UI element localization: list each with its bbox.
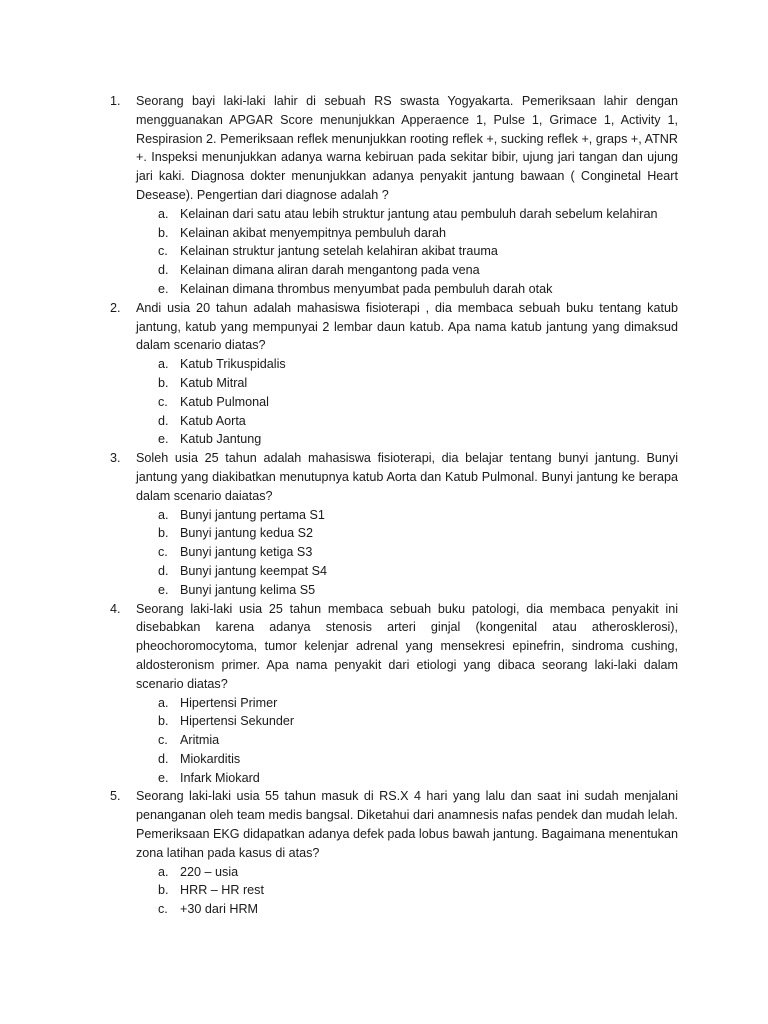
option-letter: b. bbox=[158, 526, 169, 541]
option-letter: d. bbox=[158, 563, 169, 578]
answer-options bbox=[136, 863, 678, 919]
answer-option bbox=[136, 769, 678, 788]
option-letter: d. bbox=[158, 413, 169, 428]
option-text: Bunyi jantung kedua S2 bbox=[180, 526, 314, 541]
option-text: Kelainan dimana aliran darah mengantong pada vena bbox=[180, 263, 480, 278]
answer-option bbox=[136, 430, 678, 449]
option-letter: c. bbox=[158, 244, 168, 259]
question-number: 2. bbox=[110, 300, 121, 315]
answer-option bbox=[136, 205, 678, 224]
question-item bbox=[110, 787, 678, 919]
answer-option bbox=[136, 562, 678, 581]
option-text: Katub Trikuspidalis bbox=[180, 357, 286, 372]
answer-option bbox=[136, 506, 678, 525]
option-letter: a. bbox=[158, 695, 169, 710]
option-letter: b. bbox=[158, 225, 169, 240]
question-item bbox=[110, 299, 678, 449]
answer-option bbox=[136, 280, 678, 299]
option-text: Kelainan struktur jantung setelah kelahiran akibat trauma bbox=[180, 244, 498, 259]
answer-options bbox=[136, 205, 678, 299]
option-text: HRR – HR rest bbox=[180, 883, 264, 898]
option-text: Bunyi jantung keempat S4 bbox=[180, 563, 328, 578]
option-letter: c. bbox=[158, 733, 168, 748]
option-text: 220 – usia bbox=[180, 864, 239, 879]
option-text: Katub Pulmonal bbox=[180, 394, 269, 409]
answer-option bbox=[136, 261, 678, 280]
option-letter: b. bbox=[158, 883, 169, 898]
answer-option bbox=[136, 694, 678, 713]
option-letter: e. bbox=[158, 770, 169, 785]
option-letter: b. bbox=[158, 714, 169, 729]
answer-option bbox=[136, 412, 678, 431]
answer-option bbox=[136, 543, 678, 562]
question-number: 4. bbox=[110, 601, 121, 616]
question-item bbox=[110, 600, 678, 788]
option-text: Hipertensi Primer bbox=[180, 695, 278, 710]
option-letter: a. bbox=[158, 507, 169, 522]
answer-option bbox=[136, 581, 678, 600]
option-text: Katub Jantung bbox=[180, 432, 262, 447]
answer-option bbox=[136, 731, 678, 750]
option-text: Aritmia bbox=[180, 733, 220, 748]
answer-options bbox=[136, 355, 678, 449]
option-letter: a. bbox=[158, 864, 169, 879]
option-letter: c. bbox=[158, 902, 168, 917]
option-text: Kelainan akibat menyempitnya pembuluh darah bbox=[180, 225, 447, 240]
answer-option bbox=[136, 224, 678, 243]
option-text: Katub Aorta bbox=[180, 413, 246, 428]
question-number: 3. bbox=[110, 451, 121, 466]
option-text: Kelainan dimana thrombus menyumbat pada pembuluh darah otak bbox=[180, 281, 553, 296]
answer-option bbox=[136, 750, 678, 769]
answer-option bbox=[136, 355, 678, 374]
question-text: Andi usia 20 tahun adalah mahasiswa fisioterapi , dia membaca sebuah buku tentang katub jantung, katub yang mempunyai 2 lembar daun katub. Apa nama katub jantung yang dimaksud dalam scenario diatas? bbox=[136, 300, 678, 353]
answer-options bbox=[136, 694, 678, 788]
answer-option bbox=[136, 712, 678, 731]
question-number: 5. bbox=[110, 789, 121, 804]
answer-option bbox=[136, 881, 678, 900]
answer-option bbox=[136, 524, 678, 543]
answer-option bbox=[136, 393, 678, 412]
option-letter: e. bbox=[158, 281, 169, 296]
question-text: Seorang bayi laki-laki lahir di sebuah RS swasta Yogyakarta. Pemeriksaan lahir dengan mengguanakan APGAR Score menunjukkan Apperaence 1, Pulse 1, Grimace 1, Activity 1, Respirasion 2. Pemeriksaan reflek menunjukkan rooting reflek +, sucking reflek +, graps +, ATNR +. Inspeksi menunjukkan adanya warna kebiruan pada sekitar bibir, ujung jari tangan dan ujung jari kaki. Diagnosa dokter menunjukkan adanya penyakit jantung bawaan ( Conginetal Heart Desease). Pengertian dari diagnose adalah ? bbox=[136, 94, 678, 202]
option-letter: a. bbox=[158, 357, 169, 372]
option-letter: e. bbox=[158, 432, 169, 447]
question-text: Seorang laki-laki usia 55 tahun masuk di RS.X 4 hari yang lalu dan saat ini sudah menjalani penanganan oleh team medis bangsal. Diketahui dari anamnesis nafas pendek dan mudah lelah. Pemeriksaan EKG didapatkan adanya defek pada lobus bawah jantung. Bagaimana menentukan zona latihan pada kasus di atas? bbox=[136, 789, 678, 860]
question-item bbox=[110, 92, 678, 299]
option-letter: d. bbox=[158, 263, 169, 278]
option-letter: c. bbox=[158, 545, 168, 560]
question-number: 1. bbox=[110, 94, 121, 108]
answer-option bbox=[136, 242, 678, 261]
question-item bbox=[110, 449, 678, 599]
answer-option bbox=[136, 863, 678, 882]
option-letter: b. bbox=[158, 375, 169, 390]
option-text: Miokarditis bbox=[180, 751, 241, 766]
option-text: Bunyi jantung pertama S1 bbox=[180, 507, 325, 522]
question-text: Seorang laki-laki usia 25 tahun membaca sebuah buku patologi, dia membaca penyakit ini disebabkan karena adanya stenosis arteri ginjal (kongenital atau atherosklerosi), pheochoromocytoma, tumor kelenjar adrenal yang mensekresi epinefrin, sindroma cushing, aldosteronism primer. Apa nama penyakit dari etiologi yang dibaca seorang laki-laki dalam scenario diatas? bbox=[136, 601, 678, 691]
option-letter: e. bbox=[158, 582, 169, 597]
question-text: Soleh usia 25 tahun adalah mahasiswa fisioterapi, dia belajar tentang bunyi jantung. Bunyi jantung yang diakibatkan menutupnya katub Aorta dan Katub Pulmonal. Bunyi jantung ke berapa dalam scenario daiatas? bbox=[136, 451, 678, 503]
option-letter: c. bbox=[158, 394, 168, 409]
option-text: Kelainan dari satu atau lebih struktur jantung atau pembuluh darah sebelum kelahiran bbox=[180, 206, 658, 221]
option-letter: d. bbox=[158, 751, 169, 766]
option-text: Bunyi jantung kelima S5 bbox=[180, 582, 316, 597]
option-text: Hipertensi Sekunder bbox=[180, 714, 295, 729]
option-text: Infark Miokard bbox=[180, 770, 260, 785]
option-letter: a. bbox=[158, 206, 169, 221]
answer-option bbox=[136, 374, 678, 393]
option-text: +30 dari HRM bbox=[180, 902, 259, 917]
answer-options bbox=[136, 506, 678, 600]
option-text: Bunyi jantung ketiga S3 bbox=[180, 545, 313, 560]
question-list bbox=[110, 92, 678, 919]
answer-option bbox=[136, 900, 678, 919]
option-text: Katub Mitral bbox=[180, 375, 248, 390]
